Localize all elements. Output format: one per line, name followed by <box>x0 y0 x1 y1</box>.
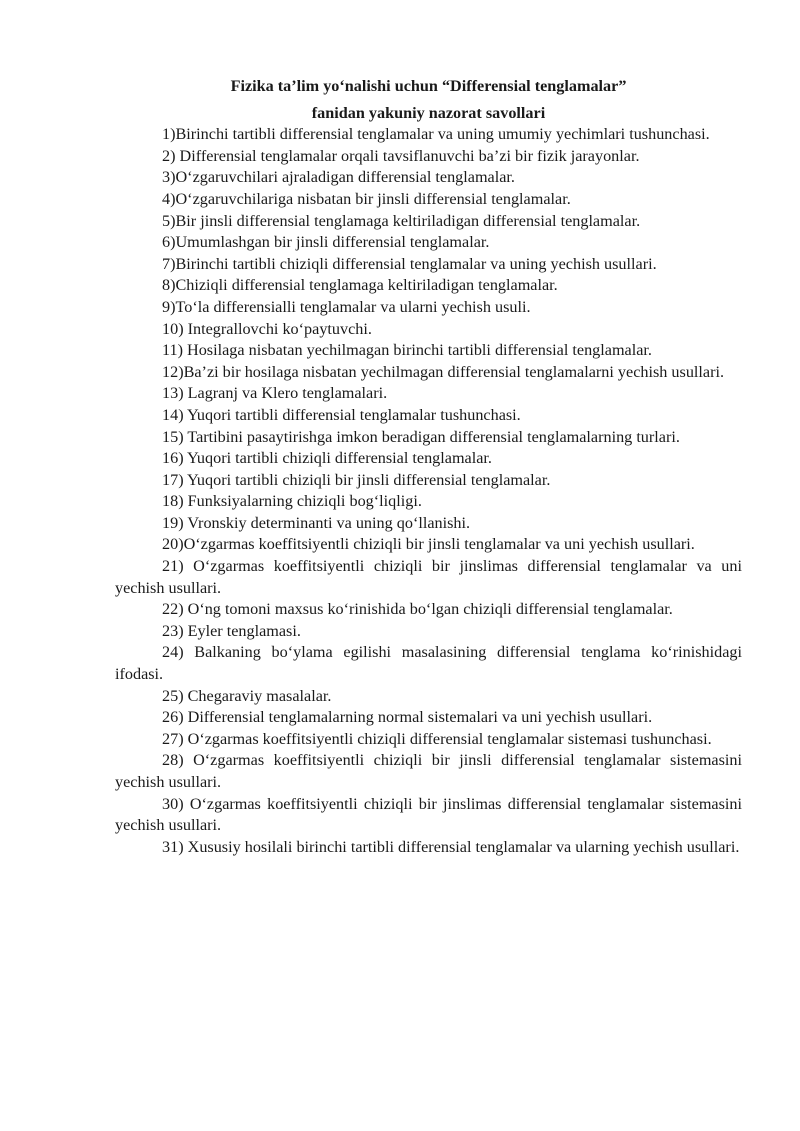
question-item: 7)Birinchi tartibli chiziqli differensial tenglamalar va uning yechish usullari. <box>162 254 657 273</box>
question-item: 9)To‘la differensialli tenglamalar va ularni yechish usuli. <box>162 297 531 316</box>
question-item: 4)O‘zgaruvchilariga nisbatan bir jinsli differensial tenglamalar. <box>162 189 571 208</box>
question-item: 30) O‘zgarmas koeffitsiyentli chiziqli bir jinslimas differensial tenglamalar sistemasini yechish usullari. <box>115 794 742 835</box>
question-item: 14) Yuqori tartibli differensial tenglamalar tushunchasi. <box>162 405 521 424</box>
question-item: 23) Eyler tenglamasi. <box>162 621 301 640</box>
question-item: 31) Xususiy hosilali birinchi tartibli differensial tenglamalar va ularning yechish usullari. <box>162 837 740 856</box>
document-subtitle: fanidan yakuniy nazorat savollari <box>311 103 546 122</box>
question-item: 15) Tartibini pasaytirishga imkon beradigan differensial tenglamalarning turlari. <box>162 427 680 446</box>
question-item: 28) O‘zgarmas koeffitsiyentli chiziqli bir jinsli differensial tenglamalar sistemasini yechish usullari. <box>115 751 742 791</box>
question-item: 27) O‘zgarmas koeffitsiyentli chiziqli differensial tenglamalar sistemasi tushunchasi. <box>162 729 712 748</box>
question-item: 1)Birinchi tartibli differensial tenglamalar va uning umumiy yechimlari tushunchasi. <box>162 125 710 144</box>
question-item: 11) Hosilaga nisbatan yechilmagan birinchi tartibli differensial tenglamalar. <box>162 341 652 360</box>
question-item: 6)Umumlashgan bir jinsli differensial tenglamalar. <box>162 233 490 252</box>
question-item: 25) Chegaraviy masalalar. <box>162 686 332 705</box>
question-item: 20)O‘zgarmas koeffitsiyentli chiziqli bir jinsli tenglamalar va uni yechish usullari. <box>162 535 695 554</box>
question-item: 10) Integrallovchi ko‘paytuvchi. <box>162 319 372 338</box>
question-item: 26) Differensial tenglamalarning normal sistemalari va uni yechish usullari. <box>162 708 653 727</box>
question-item: 24) Balkaning bo‘ylama egilishi masalasining differensial tenglama ko‘rinishidagi ifodasi. <box>115 643 742 684</box>
question-list <box>115 124 742 858</box>
question-item: 13) Lagranj va Klero tenglamalari. <box>162 384 388 403</box>
question-item: 21) O‘zgarmas koeffitsiyentli chiziqli bir jinslimas differensial tenglamalar va uni yechish usullari. <box>115 557 742 597</box>
question-item: 16) Yuqori tartibli chiziqli differensial tenglamalar. <box>162 449 492 468</box>
question-item: 5)Bir jinsli differensial tenglamaga keltiriladigan differensial tenglamalar. <box>162 211 641 230</box>
document-page <box>115 76 742 858</box>
question-item: 8)Chiziqli differensial tenglamaga keltiriladigan tenglamalar. <box>162 276 558 295</box>
question-item: 12)Ba’zi bir hosilaga nisbatan yechilmagan differensial tenglamalarni yechish usullari. <box>162 362 725 381</box>
question-item: 18) Funksiyalarning chiziqli bog‘liqligi. <box>162 492 422 511</box>
question-item: 17) Yuqori tartibli chiziqli bir jinsli differensial tenglamalar. <box>162 470 551 489</box>
question-item: 3)O‘zgaruvchilari ajraladigan differensial tenglamalar. <box>162 168 515 187</box>
question-item: 2) Differensial tenglamalar orqali tavsiflanuvchi ba’zi bir fizik jarayonlar. <box>162 146 640 165</box>
document-title: Fizika ta’lim yo‘nalishi uchun “Differensial tenglamalar” <box>230 77 627 95</box>
question-item: 22) O‘ng tomoni maxsus ko‘rinishida bo‘lgan chiziqli differensial tenglamalar. <box>162 600 673 619</box>
question-item: 19) Vronskiy determinanti va uning qo‘llanishi. <box>162 513 471 532</box>
